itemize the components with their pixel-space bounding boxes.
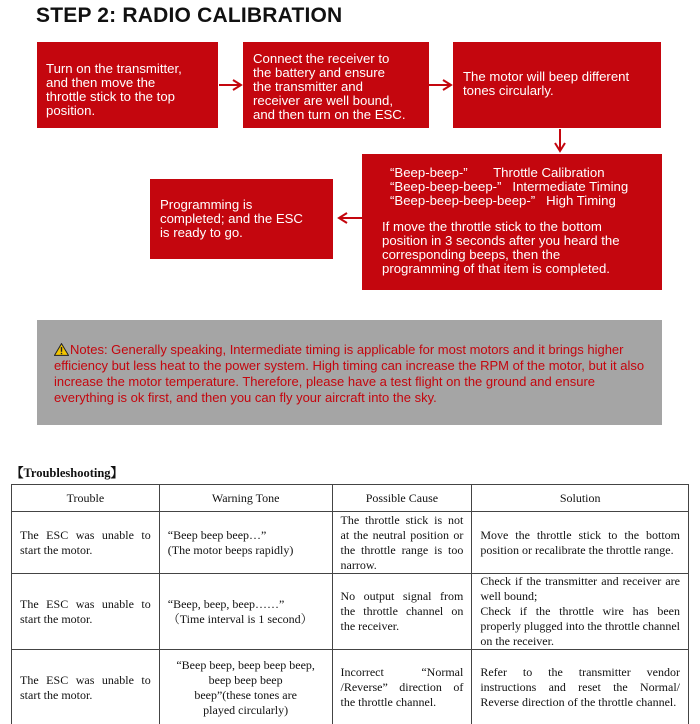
header-warning-tone: Warning Tone xyxy=(159,485,332,512)
cell-trouble: The ESC was unable to start the motor. xyxy=(12,650,160,724)
cell-warning-tone: “Beep, beep, beep……” （Time interval is 1 second） xyxy=(159,574,332,650)
troubleshooting-title: 【Troubleshooting】 xyxy=(11,466,124,480)
table-header-row xyxy=(12,485,689,512)
arrow-right-icon xyxy=(218,79,244,91)
cell-solution: Check if the transmitter and receiver are well bound; Check if the throttle wire has been properly plugged into the throttle channel on the receiver. xyxy=(472,574,689,650)
arrow-right-icon xyxy=(428,79,454,91)
step-connect-receiver xyxy=(243,42,429,128)
cell-solution: Refer to the transmitter vendor instructions and reset the Normal/ Reverse direction of the throttle channel. xyxy=(472,650,689,724)
table-row xyxy=(12,574,689,650)
header-solution: Solution xyxy=(472,485,689,512)
step-beep-options xyxy=(362,154,662,290)
step-programming-completed xyxy=(150,179,333,259)
page-title: STEP 2: RADIO CALIBRATION xyxy=(36,4,343,27)
header-trouble: Trouble xyxy=(12,485,160,512)
notes-text-block xyxy=(54,342,654,406)
cell-warning-tone: “Beep beep beep…” (The motor beeps rapidly) xyxy=(159,512,332,574)
step-text: Programming is completed; and the ESC is ready to go. xyxy=(160,197,303,240)
arrow-left-icon xyxy=(335,212,363,224)
cell-possible-cause: No output signal from the throttle channel on the receiver. xyxy=(332,574,472,650)
notes-text: Notes: Generally speaking, Intermediate timing is applicable for most motors and it brings higher efficiency but less heat to the power system. High timing can increase the RPM of the motor, but it also increase the motor temperature. Therefore, please have a test flight on the ground and ensure everything is ok first, and then you can fly your aircraft into the sky. xyxy=(54,342,645,405)
step-turn-on-transmitter xyxy=(37,42,218,128)
step-motor-beeps xyxy=(453,42,661,128)
step-text: If move the throttle stick to the bottom position in 3 seconds after you heard the corresponding beeps, then the programming of that item is completed. xyxy=(382,219,620,276)
cell-possible-cause: The throttle stick is not at the neutral position or the throttle range is too narrow. xyxy=(332,512,472,574)
header-possible-cause: Possible Cause xyxy=(332,485,472,512)
step-text: Turn on the transmitter, and then move the throttle stick to the top position. xyxy=(46,61,182,118)
step-text: The motor will beep different tones circularly. xyxy=(463,69,630,98)
cell-solution: Move the throttle stick to the bottom position or recalibrate the throttle range. xyxy=(472,512,689,574)
beep-legend: “Beep-beep-” Throttle Calibration “Beep-beep-beep-” Intermediate Timing “Beep-beep-beep-beep-” High Timing xyxy=(390,165,629,208)
troubleshooting-table xyxy=(11,484,689,724)
table-row xyxy=(12,650,689,724)
cell-trouble: The ESC was unable to start the motor. xyxy=(12,574,160,650)
cell-warning-tone: “Beep beep, beep beep beep, beep beep beep beep”(these tones are played circularly) xyxy=(159,650,332,724)
warning-icon xyxy=(54,343,69,356)
cell-possible-cause: Incorrect “Normal /Reverse” direction of the throttle channel. xyxy=(332,650,472,724)
notes-panel xyxy=(37,320,662,425)
cell-trouble: The ESC was unable to start the motor. xyxy=(12,512,160,574)
arrow-down-icon xyxy=(553,128,567,154)
table-row xyxy=(12,512,689,574)
step-text: Connect the receiver to the battery and ensure the transmitter and receiver are well bound, and then turn on the ESC. xyxy=(253,51,406,122)
